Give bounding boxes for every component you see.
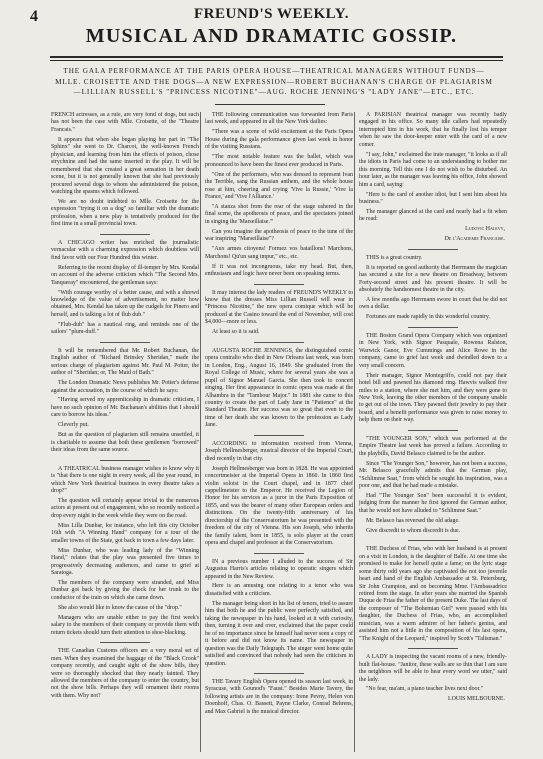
paragraph: Referring to the recent display of ill-temper by Mrs. Kendal on account of the adverse criticism which "The Second Mrs. Tanqueray" encountered, the gentleman says: — [51, 264, 199, 286]
paragraph: It is reported on good authority that Herrmann the magician has secured a site for a new theatre on Broadway, between Forty-second street and his present theatre. It will be absolutely the handsomest theatre in the city. — [359, 264, 507, 294]
section-separator — [408, 327, 458, 328]
paragraph: Give discredit to whom discredit is due. — [366, 527, 461, 534]
column-divider — [200, 112, 201, 752]
section-separator — [100, 642, 150, 643]
paragraph: If it was not incongruous, take my head. But, then, enthusiasm and logic have never been on speaking terms. — [205, 263, 353, 278]
paragraph: A LADY is inspecting the vacant rooms of a new, friendly-built flat-house. "Janitor, these walls are so thin that I am sure the neighbors will be able to hear every word we utter," said the lady. — [359, 654, 507, 683]
heading-rule-thin — [50, 60, 503, 61]
paragraph: "The most notable feature was the ballet, which was pronounced to have been the finest ever produced in Paris. — [205, 154, 353, 168]
subheading-rule — [215, 104, 325, 105]
paragraph: Managers who are unable either to pay the first week's salary to the members of their company or provide them with return tickets should turn their attention to shoe-blacking. — [51, 614, 199, 636]
paragraph: THE Duchess of Frias, who with her husband is at present on a visit in London, is the daughter of Balfe. At one time she promised to make for herself quite a fame; on the lyric stage some thirty odd years ago she captivated the not too juvenile heart and hand of the English Ambassador at St. Petersburg, Sir John Crampton, and on becoming Mme. l'Ambassadrice retired from the stage. In after years she married the Spanish Duque de Frias the father of the present Duke. The last days of the composer of "The Bohemian Girl" were passed with his daughter, the Duchess of Frias, who, an accomplished musician, was a warm admirer of her father's genius, and assisted him not a little in the composition of his last opera, "The Knight of the Leopard," inspired by Scott's "Talisman." — [359, 546, 507, 642]
paragraph: "Here is the card of another idiot, but I sent him about his business." — [359, 191, 507, 205]
column-3 — [359, 112, 507, 752]
section-heading: MUSICAL AND DRAMATIC GOSSIP. — [85, 25, 458, 47]
subheading: THE GALA PERFORMANCE AT THE PARIS OPERA HOUSE—THEATRICAL MANAGERS WITHOUT FUNDS—MLLE. CROISETTE AND THE DOGS—A NEW EXPRESSION—ROBERT BUCHANAN'S CHARGE OF PLAGIARISM—LILLIAN RUSSELL'S "PRINCESS NICOTINE"—AUG. ROCHE JENNING'S "LADY JANE"—ETC., ETC. — [55, 67, 493, 96]
section-separator — [254, 673, 304, 674]
section-separator — [100, 234, 150, 235]
paragraph: "Having served my apprenticeship in dramatic criticism, I have no such opinion of Mr. Buchanan's abilities that I should care to borrow his ideas." — [51, 397, 199, 419]
masthead: FREUND'S WEEKLY. — [194, 6, 349, 22]
paragraph: Since "The Younger Son," however, has not been a success, Mr. Belasco gracefully admits that the German play, "Schlimme Saat," from which he sought his inspiration, was a poor one, and that he had made a mistake. — [359, 460, 507, 490]
paragraph: The London Dramatic News publishes Mr. Potter's defense against the accusation, in the course of which he says: — [51, 380, 199, 394]
paragraph: We are no doubt indebted to Mlle. Croisette for the expression "trying it on a dog" so familiar with the dramatic profession, when a new play is tentatively produced for the first time in a small provincial town. — [51, 198, 199, 228]
author-signature: LOUIS MELBOURNE. — [448, 696, 505, 703]
heading-rule — [50, 56, 503, 58]
paragraph: IN a previous number I alluded to the success of Sir Augustus Harris's articles relating to operatic singers which appeared in the New Review. — [205, 558, 353, 580]
paragraph: A CHICAGO writer has enriched the journalistic vernacular with a charming expression which doubtless will find favor with our Four Hundred this winter. — [51, 239, 199, 261]
column-1 — [51, 112, 199, 752]
paragraph: "Aux armes citoyens! Formez vos bataillons! Marchons, Marchons! Qu'un sang impur," etc., etc. — [205, 246, 353, 260]
signature-line: De l'Academie Francaise. — [444, 236, 505, 243]
paragraph: "There was a scene of wild excitement at the Paris Opera House during the gala performance given last week in honor of the visiting Russians. — [205, 129, 353, 151]
paragraph: She also would like to know the cause of the "drop." — [58, 604, 182, 611]
paragraph: "One of the performers, who was dressed to represent Ivan the Terrible, sang the Russian anthem, and the whole house rose at him, cheering and crying 'Vive la Russie,' 'Vive la France,' and 'Vive l'Alliance.' — [205, 171, 353, 201]
paragraph: "I say, John," exclaimed the irate manager, "it looks as if all the idiots in Paris had come to an understanding to bother me this morning. Tell this one I do not wish to be disturbed. An hour later, as the manager was leaving his office, John showed him a card, saying: — [359, 151, 507, 188]
paragraph: Fortunes are made rapidly in this wonderful country. — [366, 314, 490, 321]
paragraph: The question will certainly appear trivial to the numerous actors at present out of engagement, who so recently noticed a drop every night in the week while they were on the road. — [51, 497, 199, 519]
section-separator — [100, 342, 150, 343]
section-separator — [408, 648, 458, 649]
paragraph: The manager being short in his list of tenors, tried to assure him that both he and the public were perfectly satisfied, and taking the newspaper in his hand, looked at it with curiosity, then, turning it over and over, exclaimed that the paper could be of no importance since he himself had never seen a copy of it before and did not know its name. The newspaper in question was the Daily Telegraph. The singer went home quite satisfied and convinced that nobody had seen the criticism in question. — [205, 600, 353, 667]
paragraph: "THE YOUNGER SON," which was performed at the Empire Theatre last week has proved a failure. According to the playbills, David Belasco claimed to be the author. — [359, 435, 507, 457]
section-separator — [254, 435, 304, 436]
section-separator — [100, 460, 150, 461]
paragraph: A THEATRICAL business manager wishes to know why it is "that there is one night in every week, all the year round, in which New York theatrical business in every theatre takes a drop?" — [51, 465, 199, 494]
page-number: 4 — [30, 8, 38, 25]
section-separator — [254, 553, 304, 554]
paragraph: Miss Dunbar, who was leading lady of the "Winning Hand," relates that the play was presented five times to progressively decreasing audiences, and came to grief at Saratoga. — [51, 547, 199, 577]
paragraph: AUGUSTA ROCHE JENNINGS, the distinguished comic opera contralto who died in New Orleans last week, was born in London, Eng., August 16, 1849. She graduated from the Royal College of Music, where for several years she was a pupil of Signor Manuel Garcia. She then took to concert singing. Her first appearance in comic opera was made at the Alhambra in the "Tambour Major." In 1881 she came to this country to create the part of Lady Jane in "Patience" at the Standard Theatre. Her success was so great that even to the time of her death she was known to the profession as Lady Jane. — [205, 347, 353, 429]
paragraph: ACCORDING to information received from Vienna, Joseph Hellmesberger, musical director of the Imperial Court, died recently in that city. — [205, 440, 353, 462]
paragraph: Their manager, Signor Montegriffo, could not pay their hotel bill and pawned his diamond ring. Hawvis walked five miles to a station, where she met him, and they were gone to New York, leaving the other members of the company unable to get out of the town. They pawned their jewelry to pay their board, and a benefit performance was given to raise money to help them on their way. — [359, 372, 507, 424]
paragraph: THE Canadian Customs officers are a very moral set of men. When they examined the baggage of the "Black Crook" company recently, and caught sight of the show bills, they were so thoroughly shocked that they nearly fainted. They allowed the members of the company to enter the country, but not the show bills. Perhaps they will ornament their rooms with them. Why not? — [51, 648, 199, 699]
paragraph: The manager glanced at the card and nearly had a fit when he read: — [359, 208, 507, 223]
column-divider — [354, 112, 355, 752]
paragraph: "With courage worthy of a better cause, and with a shrewd knowledge of the value of advertisement, no matter how obtained, Mrs. Kendal has taken up the cudgels for Pinero and herself, and is talking a lot of flub dub." — [51, 289, 199, 318]
paragraph: Cleverly put. — [58, 422, 89, 429]
section-separator — [408, 430, 458, 431]
paragraph: Miss Lilla Dunbar, for instance, who left this city October 16th with "A Winning Hand" company for a tour of the smaller towns of the State, got back to town a few days later. — [51, 522, 199, 544]
paragraph: It appears that when she began playing her part in "The Sphinx" she went to Dr. Charcot, the well-known French physician, and learning from him the effects of poison, chose strychnine and had the same inserted in the play. It will be remembered that she created a great sensation in her death scene, but it is not generally known that she had previously procured several dogs to whom she administered the poison, watching the spasms which followed. — [51, 136, 199, 196]
paragraph: It will be remembered that Mr. Robert Buchanan, the English author of "Richard Brinsley Sheridan," made the serious charge of plagiarism against Mr. Paul M. Potter, the author of "Sheridan; or, The Maid of Bath." — [51, 347, 199, 377]
section-separator — [408, 540, 458, 541]
paragraph: "No fear, ma'am, a piano teacher lives next door." — [366, 686, 484, 693]
paragraph: "Flub-dub" has a nautical ring, and reminds one of the sailors' "plum-duff." — [51, 321, 199, 336]
paragraph: THE following communication was forwarded from Paris last week, and appeared in all the New York dailies: — [205, 112, 353, 126]
paragraph: THE Boston Grand Opera Company which was organized in New York, with Signor Pasquale, Rowena Ralston, Warwick Ganor, Eve Cummings and Alice Rowe in the company, came to grief last week and dwindled down to a very small concern. — [359, 332, 507, 369]
section-separator — [408, 249, 458, 250]
paragraph: "A stanza shot from the rear of the stage ushered in the final scene, the apotheosis of peace, and the spectators joined in singing the 'Marseillaise.'" — [205, 203, 353, 225]
section-separator — [254, 342, 304, 343]
paragraph: A few months ago Herrmann swore in court that he did not own a dollar. — [359, 297, 507, 311]
paragraph: But as the question of plagiarism still remains unsettled, it is charitable to assume that both these gentlemen "borrowed" their ideas from the same source. — [51, 432, 199, 454]
paragraph: The members of the company were stranded, and Miss Dunbar got back by giving the check for her trunk to the conductor of the train on which she came down. — [51, 579, 199, 601]
column-2 — [205, 112, 353, 752]
paragraph: Mr. Belasco has reversed the old adage. — [366, 517, 460, 524]
paragraph: Had "The Younger Son" been successful it is evident, judging from the manner he first ignored the German author, that he would not have alluded to "Schlimme Saat." — [359, 492, 507, 514]
paragraph: It may interest the lady readers of FREUND'S WEEKLY to know that the dresses Miss Lillian Russell will wear in "Princess Nicotine," the new opera comique which will be produced at the Casino toward the end of November, will cost $4,000—more or less. — [205, 289, 353, 326]
paragraph: At least so it is said. — [212, 329, 260, 336]
paragraph: THIS is a great country. — [366, 254, 423, 261]
signature-line: Ludovic Halevy, — [465, 226, 505, 233]
paragraph: Can you imagine the apotheosis of peace to the tune of the war inspiring "Marseillaise"? — [205, 228, 353, 243]
section-separator — [254, 284, 304, 285]
paragraph: Joseph Hellmesberger was born in 1828. He was appointed concertmeister at the Imperial Opera in 1860. In 1860 first violin soloist in the Court chapel, and in 1877 chief cappellmeister to the Emperor. He received the Legion of Honor for his services as a juror in the Paris Exposition of 1855, and was the bearer of many other European orders and distinctions. On the twenty-fifth anniversary of his directorship of the Conservatorium he was presented with the freedom of the city of Vienna. His son Joseph, who inherits the family talent, born in 1855, is solo player at the court opera and chapel and professor at the Conservatorium. — [205, 465, 353, 547]
paragraph: A PARISIAN theatrical manager was recently badly engaged in his office. So many idle callers had repeatedly interrupted him in his work, that he finally lost his temper when he saw the door-keeper enter with the card of a new comer. — [359, 112, 507, 148]
paragraph: FRENCH actresses, as a rule, are very fond of dogs, but such has not been the case with Mlle. Croisette, of the "Theatre Francais." — [51, 112, 199, 133]
paragraph: THE Tavary English Opera opened its season last week, in Syracuse, with Gounod's "Faust." Besides Marie Tavery, the following artists are in the company: Irene Pevny, Helen von Doenhoff, Chas. O. Bassett, Payne Clarke, Conrad Behrens, and Max Gabriel is the musical director. — [205, 678, 353, 715]
paragraph: Here is an amusing one relating to a tenor who was dissatisfied with a criticism. — [205, 583, 353, 597]
